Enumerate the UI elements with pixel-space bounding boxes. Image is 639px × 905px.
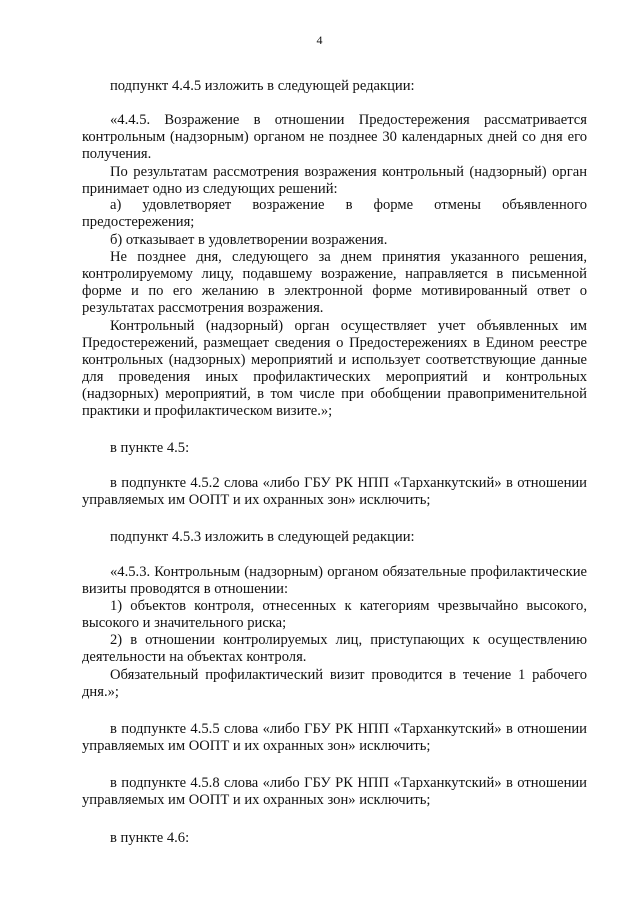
paragraph-visit-objects: 1) объектов контроля, отнесенных к категориям чрезвычайно высокого, высокого и значительного риска;	[82, 598, 587, 631]
paragraph-4-4-5-objection: «4.4.5. Возражение в отношении Предостережения рассматривается контрольным (надзорным) органом не позднее 30 календарных дней со дня его получения.	[82, 112, 587, 162]
paragraph-response-deadline: Не позднее дня, следующего за днем принятия указанного решения, контролируемому лицу, подавшему возражение, направляется в письменной форме и по его желанию в электронной форме мотивированный ответ о результатах рассмотрения возражения.	[82, 249, 587, 316]
paragraph-decision-b: б) отказывает в удовлетворении возражения.	[110, 232, 388, 248]
paragraph-registry-accounting: Контрольный (надзорный) орган осуществляет учет объявленных им Предостережений, размещает сведения о Предостережениях в Едином реестре контрольных (надзорных) мероприятий и использует соответствующие данные для проведения иных профилактических мероприятий и контрольных (надзорных) мероприятий, в том числе при обобщении правоприменительной практики и профилактическом визите.»;	[82, 318, 587, 419]
paragraph-clause-4-6: в пункте 4.6:	[110, 830, 190, 846]
paragraph-decision-a: а) удовлетворяет возражение в форме отмены объявленного предостережения;	[82, 197, 587, 230]
paragraph-subclause-4-5-8: в подпункте 4.5.8 слова «либо ГБУ РК НПП «Тарханкутский» в отношении управляемых им ООПТ и их охранных зон» исключить;	[82, 775, 587, 808]
paragraph-4-5-3-visits: «4.5.3. Контрольным (надзорным) органом обязательные профилактические визиты проводятся в отношении:	[82, 564, 587, 597]
paragraph-subclause-4-5-5: в подпункте 4.5.5 слова «либо ГБУ РК НПП «Тарханкутский» в отношении управляемых им ООПТ и их охранных зон» исключить;	[82, 721, 587, 754]
paragraph-visit-duration: Обязательный профилактический визит проводится в течение 1 рабочего дня.»;	[82, 667, 587, 700]
paragraph-subclause-4-5-2: в подпункте 4.5.2 слова «либо ГБУ РК НПП «Тарханкутский» в отношении управляемых им ООПТ и их охранных зон» исключить;	[82, 475, 587, 508]
page-number: 4	[316, 33, 323, 47]
paragraph-visit-persons: 2) в отношении контролируемых лиц, приступающих к осуществлению деятельности на объектах контроля.	[82, 632, 587, 665]
paragraph-subclause-4-4-5-intro: подпункт 4.4.5 изложить в следующей редакции:	[110, 78, 415, 94]
paragraph-review-results: По результатам рассмотрения возражения контрольный (надзорный) орган принимает одно из следующих решений:	[82, 164, 587, 197]
paragraph-subclause-4-5-3-intro: подпункт 4.5.3 изложить в следующей редакции:	[110, 529, 415, 545]
paragraph-clause-4-5: в пункте 4.5:	[110, 440, 190, 456]
